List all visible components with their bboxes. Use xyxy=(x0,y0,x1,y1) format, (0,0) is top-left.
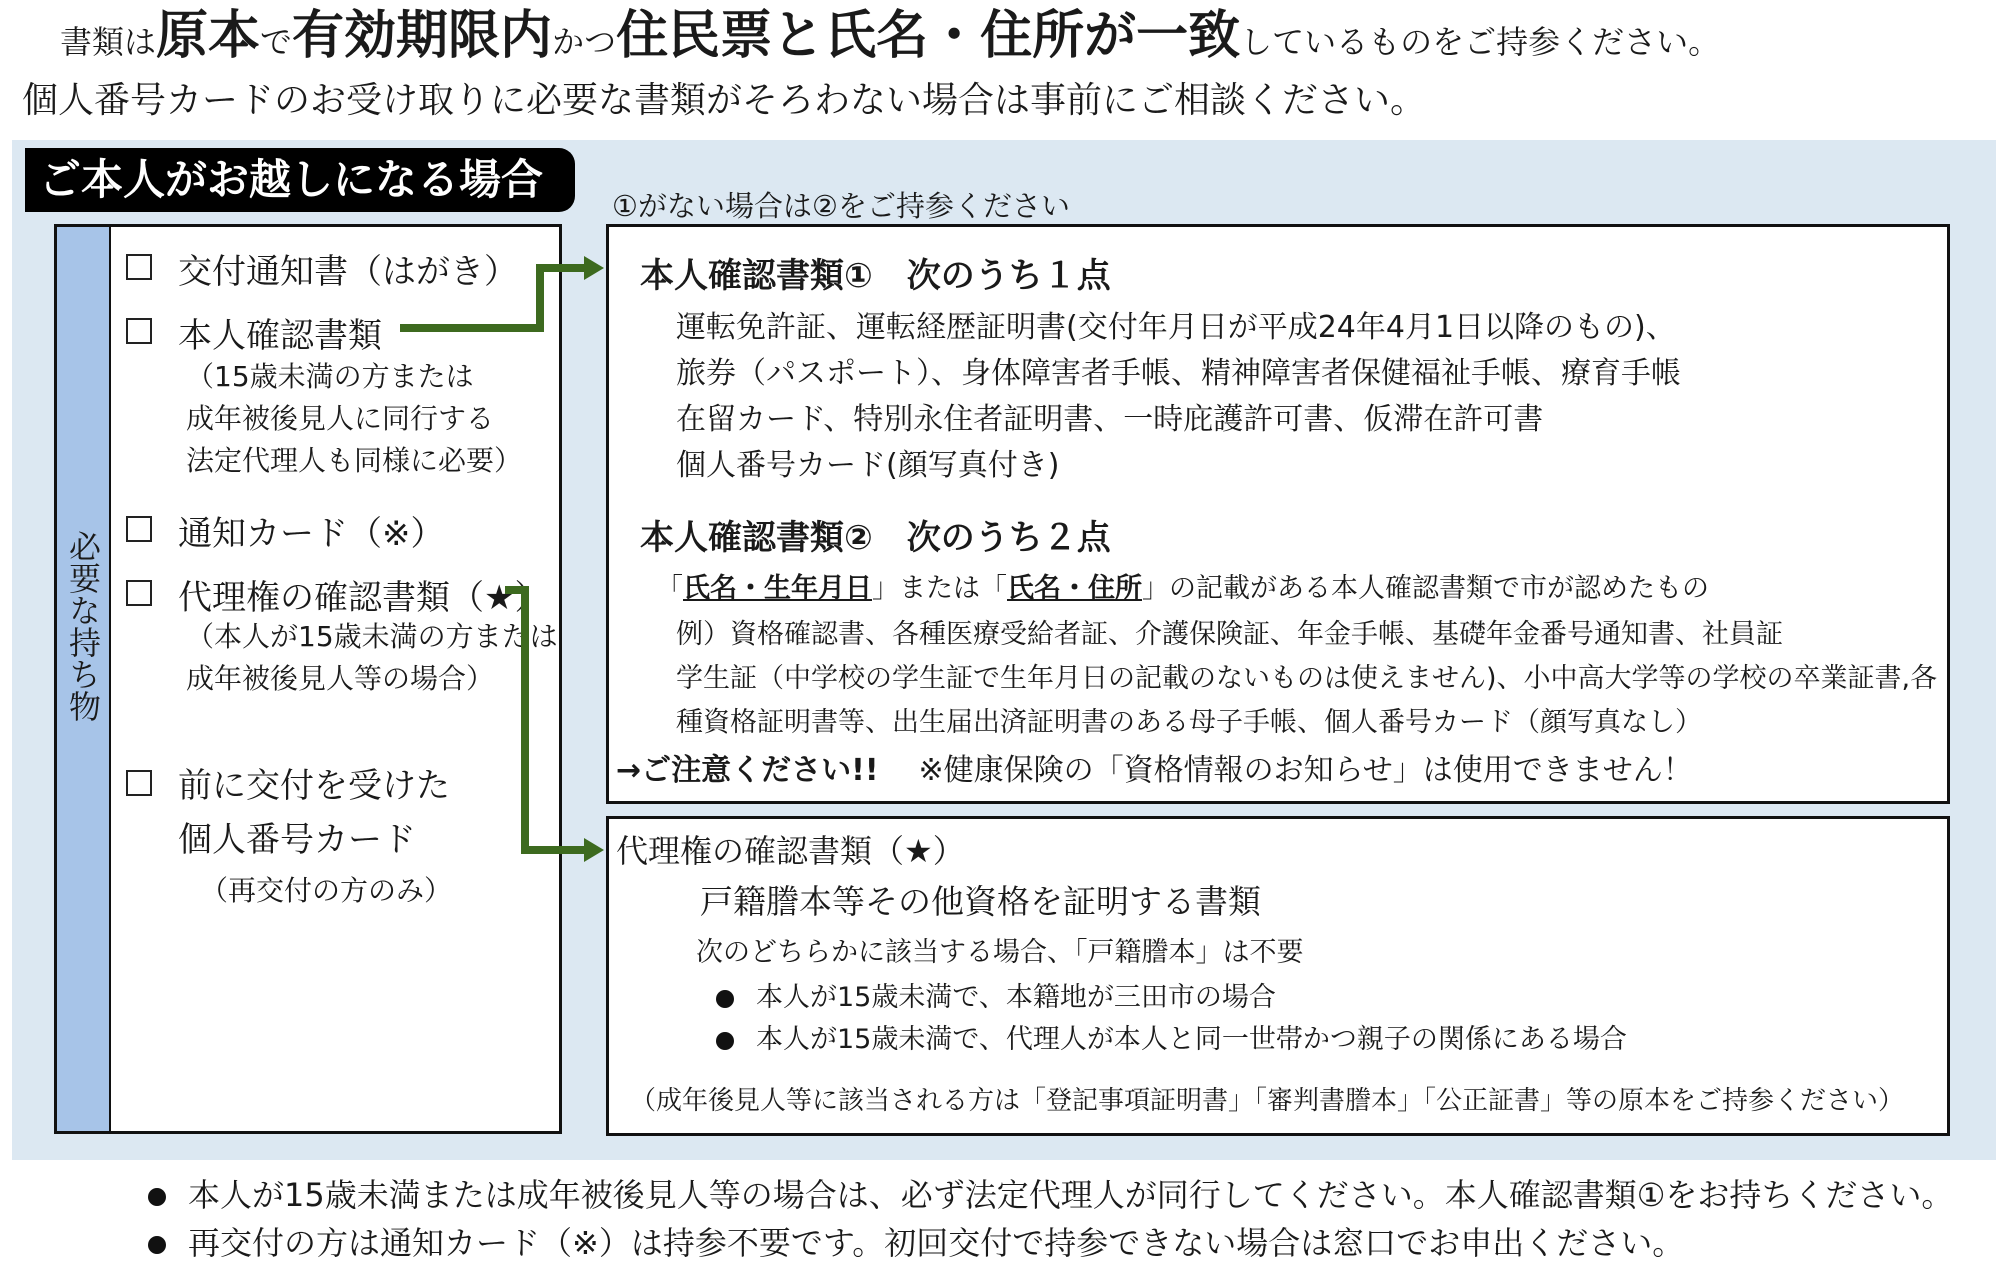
arrow-to-id-docs xyxy=(400,268,590,328)
id-docs-2-item: 例）資格確認書、各種医療受給者証、介護保険証、年金手帳、基礎年金番号通知書、社員証 xyxy=(676,619,1783,650)
id-docs-1-item: 在留カード、特別永住者証明書、一時庇護許可書、仮滞在許可書 xyxy=(676,402,1544,437)
id-docs-1-item: 旅券（パスポート）、身体障害者手帳、精神障害者保健福祉手帳、療育手帳 xyxy=(676,356,1681,391)
id-docs-1-heading: 本人確認書類① 次のうち１点 xyxy=(640,256,1111,296)
arrow-to-proxy-docs xyxy=(505,590,590,850)
proxy-docs-bullet: 本人が15歳未満で、本籍地が三田市の場合 xyxy=(716,975,1276,1021)
arrow-head-icon xyxy=(584,256,604,280)
id-docs-1-item: 運転免許証、運転経歴証明書(交付年月日が平成24年4月1日以降のもの)、 xyxy=(676,310,1676,345)
bullet-icon xyxy=(148,1188,166,1206)
either-note: ①がない場合は②をご持参ください xyxy=(612,189,1070,223)
proxy-docs-doc: 戸籍謄本等その他資格を証明する書類 xyxy=(700,882,1261,921)
arrow-head-icon xyxy=(584,838,604,862)
item-id-docs-note: （15歳未満の方または xyxy=(186,360,474,393)
id-docs-1-item: 個人番号カード(顔写真付き) xyxy=(676,448,1060,483)
side-label: 必要な持ち物 xyxy=(64,530,102,722)
item-proxy-docs: 代理権の確認書類（★） xyxy=(178,578,549,618)
item-proxy-note: （本人が15歳未満の方または xyxy=(186,620,558,653)
headline: 書類は原本で有効期限内かつ住民票と氏名・住所が一致しているものをご持参ください。 xyxy=(60,6,1721,66)
item-proxy-note: 成年被後見人等の場合） xyxy=(186,662,495,695)
id-docs-2-heading: 本人確認書類② 次のうち２点 xyxy=(640,518,1111,558)
consult-note: 個人番号カードのお受け取りに必要な書類がそろわない場合は事前にご相談ください。 xyxy=(22,80,1427,121)
warning-line: →ご注意ください!! ※健康保険の「資格情報のお知らせ」は使用できません！ xyxy=(616,753,1693,788)
proxy-docs-condition: 次のどちらかに該当する場合、「戸籍謄本」は不要 xyxy=(696,937,1304,968)
item-prev-card: 個人番号カード xyxy=(178,820,416,860)
proxy-docs-footer: （成年後見人等に該当される方は「登記事項証明書」「審判書謄本」「公正証書」等の原本をご持参ください） xyxy=(630,1086,1905,1116)
item-id-docs: 本人確認書類 xyxy=(178,316,382,356)
proxy-docs-heading: 代理権の確認書類（★） xyxy=(616,832,965,870)
bullet-icon xyxy=(148,1236,166,1254)
item-prev-card-note: （再交付の方のみ） xyxy=(200,874,453,907)
proxy-docs-bullet: 本人が15歳未満で、代理人が本人と同一世帯かつ親子の関係にある場合 xyxy=(716,1017,1627,1063)
id-docs-2-item: 種資格証明書等、出生届出済証明書のある母子手帳、個人番号カード（顔写真なし） xyxy=(676,707,1702,738)
section-title: ご本人がお越しになる場合 xyxy=(25,148,575,212)
id-docs-2-condition: 「氏名・生年月日」または「氏名・住所」の記載がある本人確認書類で市が認めたもの xyxy=(656,573,1709,604)
item-id-docs-note: 法定代理人も同様に必要） xyxy=(186,444,523,477)
item-notification: 交付通知書（はがき） xyxy=(178,252,518,292)
bottom-note: 本人が15歳未満または成年被後見人等の場合は、必ず法定代理人が同行してください。本人確認書類①をお持ちください。 xyxy=(148,1170,1953,1216)
bottom-note: 再交付の方は通知カード（※）は持参不要です。初回交付で持参できない場合は窓口でお申出ください。 xyxy=(148,1218,1684,1264)
id-docs-2-item: 学生証（中学校の学生証で生年月日の記載のないものは使えません)、小中高大学等の学校の卒業証書,各 xyxy=(676,663,1938,694)
item-notice-card: 通知カード（※） xyxy=(178,514,445,554)
item-prev-card: 前に交付を受けた xyxy=(178,766,450,806)
item-id-docs-note: 成年被後見人に同行する xyxy=(186,402,495,435)
